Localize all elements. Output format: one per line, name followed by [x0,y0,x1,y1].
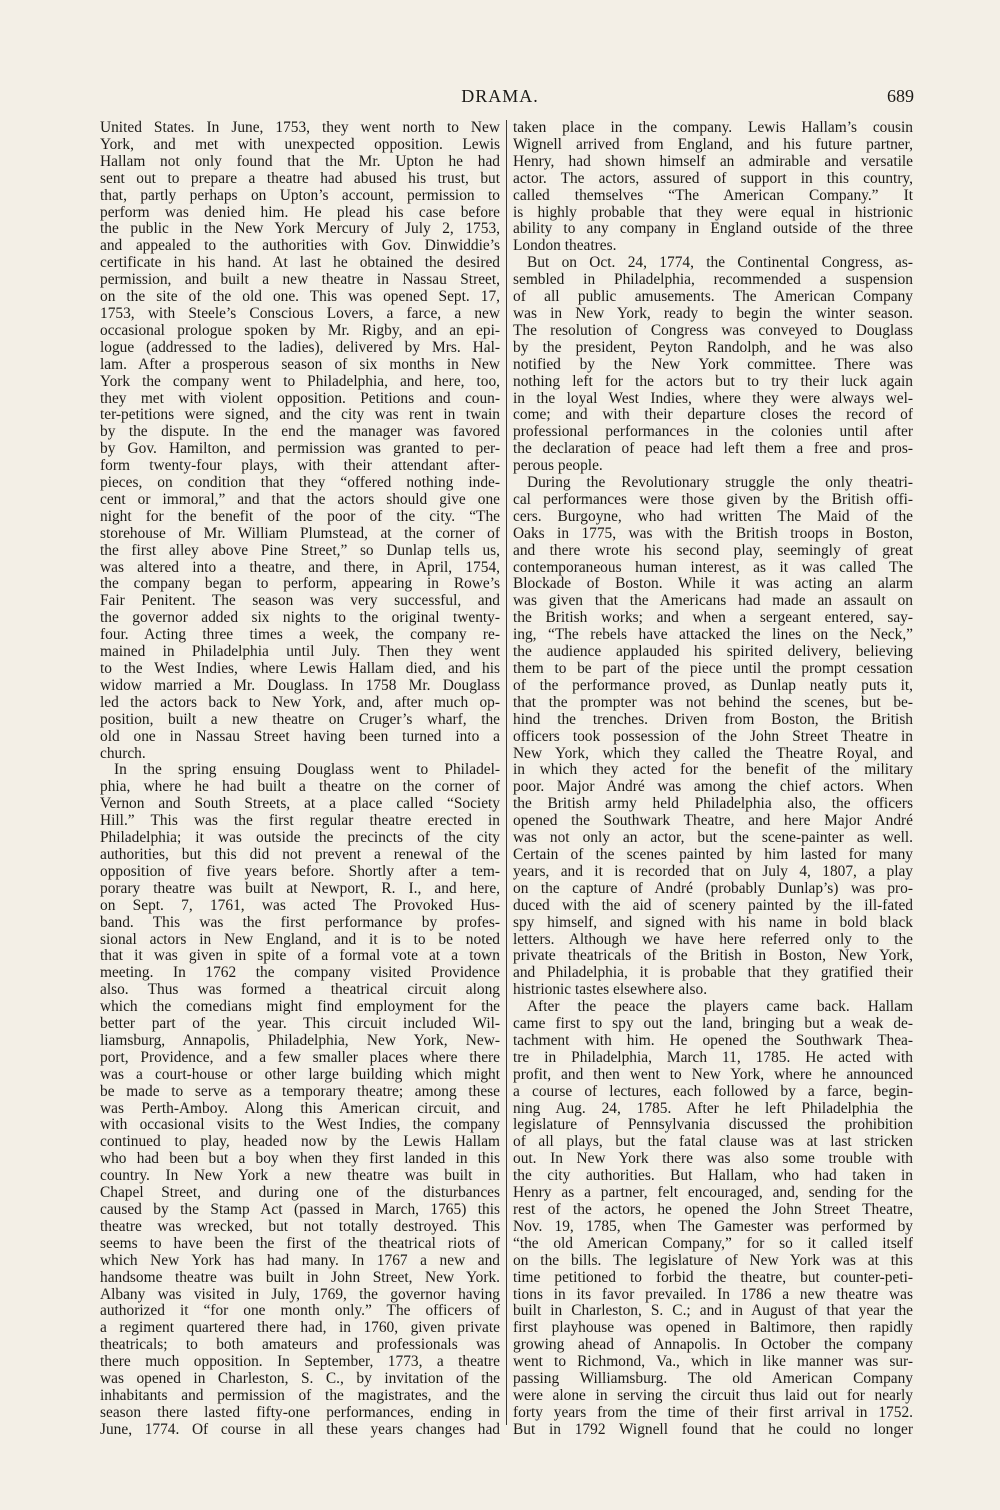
text-line: by Gov. Hamilton, and permission was granted to per- [100,441,500,458]
text-line: In the spring ensuing Douglass went to Philadel- [114,762,500,779]
left-column [100,120,500,1439]
text-line: London theatres. [513,238,617,255]
text-line: was opened in Charleston, S. C., by invitation of the [100,1371,500,1388]
text-line: the audience applauded his spirited delivery, believing [513,644,913,661]
text-line: come; and with their departure closes the record of [513,407,913,424]
text-line: the company began to perform, appearing in Rowe’s [100,576,500,593]
text-line: poor. Major André was among the chief actors. When [513,779,913,796]
text-line: Hill.” This was the first regular theatre erected in [100,813,500,830]
text-line: York, and met with unexpected opposition. Lewis [100,136,500,153]
text-line: widow married a Mr. Douglass. In 1758 Mr. Douglass [100,677,500,694]
text-line: Fair Penitent. The season was very successful, and [100,593,500,610]
text-line: growing ahead of Annapolis. In October the company [513,1337,913,1354]
text-line: inhabitants and permission of the magistrates, and the [100,1387,500,1404]
text-line: and appealed to the authorities with Gov. Dinwiddie’s [100,238,500,255]
text-line: During the Revolutionary struggle the only theatri- [527,475,913,492]
text-line: came first to spy out the land, bringing but a weak de- [513,1016,913,1033]
text-line: cal performances were those given by the British offi- [513,491,913,508]
text-line: opened the Southwark Theatre, and here Major André [513,813,913,830]
text-line: called themselves “The American Company.” It [513,187,913,204]
right-column [513,120,913,1439]
text-line: “the old American Company,” for so it called itself [513,1235,913,1252]
text-line: passing Williamsburg. The old American Company [513,1371,913,1388]
text-line: which New York has had many. In 1767 a new and [100,1252,500,1269]
text-line: of all plays, but the fatal clause was at last stricken [513,1134,913,1151]
text-line: pieces, on condition that they “offered nothing inde- [100,475,500,492]
text-line: storehouse of Mr. William Plumstead, at the corner of [100,525,500,542]
text-line: Chapel Street, and during one of the disturbances [100,1185,500,1202]
text-line: meeting. In 1762 the company visited Providence [100,965,500,982]
text-line: night for the benefit of the poor of the city. “The [100,508,500,525]
text-line: Nov. 19, 1785, when The Gamester was performed by [513,1218,913,1235]
text-line: permission, and built a new theatre in Nassau Street, [100,272,500,289]
text-line: that it was given in spite of a formal vote at a town [100,948,500,965]
text-line: time petitioned to forbid the theatre, but counter-peti- [513,1269,913,1286]
text-line: sional actors in New England, and it is to be noted [100,931,500,948]
text-line: porary theatre was built at Newport, R. I., and here, [100,880,500,897]
text-line: hind the trenches. Driven from Boston, the British [513,711,913,728]
text-line: 1753, with Steele’s Conscious Lovers, a farce, a new [100,305,500,322]
text-line: to the West Indies, where Lewis Hallam died, and his [100,661,500,677]
text-line: ing, “The rebels have attacked the lines on the Neck,” [513,627,913,644]
text-line: and Philadelphia, it is probable that they gratified their [513,965,913,982]
text-line: the declaration of peace had left them a free and pros- [513,441,913,458]
text-line: ning Aug. 24, 1785. After he left Philadelphia the [513,1100,913,1117]
text-line: was altered into a theatre, and there, in April, 1754, [100,559,500,576]
text-line: went to Richmond, Va., which in like manner was sur- [513,1354,913,1371]
text-line: Certain of the scenes painted by him lasted for many [513,846,913,863]
text-line: theatre was wrecked, but not totally destroyed. This [100,1218,500,1235]
text-line: logue (addressed to the ladies), delivered by Mrs. Hal- [100,339,500,356]
text-line: country. In New York a new theatre was built in [100,1168,500,1185]
text-line: the public in the New York Mercury of July 2, 1753, [100,221,500,238]
text-line: years, and it is recorded that on July 4, 1807, a play [513,863,913,880]
text-line: profit, and then went to New York, where he announced [513,1066,913,1083]
text-line: certificate in his hand. At last he obtained the desired [100,255,500,272]
text-line: in which they acted for the benefit of the military [513,762,913,779]
text-line: Henry as a partner, felt encouraged, and, sending for the [513,1185,913,1202]
text-line: mained in Philadelphia until July. Then they went [100,644,500,661]
text-line: caused by the Stamp Act (passed in March, 1765) this [100,1202,500,1218]
text-line: built in Charleston, S. C.; and in August of that year the [513,1303,913,1320]
text-line: there much opposition. In September, 1773, a theatre [100,1354,500,1371]
text-line: of all public amusements. The American Company [513,289,913,306]
text-line: occasional prologue spoken by Mr. Rigby, and an epi- [100,322,500,339]
text-line: of the performance proved, as Dunlap neatly puts it, [513,677,913,694]
text-line: After the peace the players came back. Hallam [527,999,913,1016]
text-line: tre in Philadelphia, March 11, 1785. He acted with [513,1049,913,1066]
text-line: on the site of the old one. This was opened Sept. 17, [100,289,500,306]
text-line: histrionic tastes elsewhere also. [513,982,708,999]
text-line: position, built a new theatre on Cruger’s wharf, the [100,711,500,728]
text-line: ability to any company in England outside of the three [513,221,913,238]
text-line: form twenty-four plays, with their attendant after- [100,458,500,475]
text-line: private theatricals of the British in Boston, New York, [513,948,913,965]
text-line: Vernon and South Streets, at a place called “Society [100,796,500,813]
page-number: 689 [887,86,914,106]
text-line: New York, which they called the Theatre Royal, and [513,745,913,762]
text-line: that the prompter was not behind the scenes, but be- [513,694,913,711]
text-line: that, partly perhaps on Upton’s account, permission to [100,187,500,204]
text-line: Henry, had shown himself an admirable and versatile [513,153,913,170]
text-line: on Sept. 7, 1761, was acted The Provoked Hus- [100,897,500,914]
text-line: letters. Although we have here referred only to the [513,931,913,948]
text-line: liamsburg, Annapolis, Philadelphia, New York, New- [100,1032,500,1049]
text-line: is highly probable that they were equal in histrionic [513,204,913,221]
text-line: the British army held Philadelphia also, the officers [513,796,913,813]
text-line: sent out to prepare a theatre had abused his trust, but [100,170,500,187]
text-line: were alone in serving the circuit thus laid out for nearly [513,1387,913,1404]
text-line: on the bills. The legislature of New York was at this [513,1252,913,1269]
text-line: was a court-house or other large building which might [100,1066,500,1083]
text-line: by the dispute. In the end the manager was favored [100,424,500,441]
text-line: Albany was visited in July, 1769, the governor having [100,1286,500,1303]
text-line: by the president, Peyton Randolph, and he was also [513,339,913,356]
text-line: and there wrote his second play, seemingly of great [513,542,913,559]
text-line: authorized it “for one month only.” The officers of [100,1303,500,1320]
text-line: But in 1792 Wignell found that he could no longer [513,1421,913,1438]
text-line: notified by the New York committee. There was [513,356,913,373]
text-line: who had been but a boy when they first landed in this [100,1151,500,1168]
text-line: out. In New York there was also some trouble with [513,1151,913,1168]
text-line: authorities, but this did not prevent a renewal of the [100,846,500,863]
text-line: Wignell arrived from England, and his future partner, [513,136,913,153]
text-line: the governor added six nights to the original twenty- [100,610,500,627]
text-line: taken place in the company. Lewis Hallam’s cousin [513,120,913,136]
text-line: legislature of Pennsylvania discussed the prohibition [513,1117,913,1134]
text-line: church. [100,745,146,762]
text-line: continued to play, headed now by the Lewis Hallam [100,1134,500,1151]
text-line: perform was denied him. He plead his case before [100,204,500,221]
text-line: in the loyal West Indies, where they were always wel- [513,390,913,407]
text-line: cent or immoral,” and that the actors should give one [100,491,500,508]
text-line: tachment with him. He opened the Southwark Thea- [513,1032,913,1049]
text-line: a course of lectures, each followed by a farce, begin- [513,1083,913,1100]
text-line: was in New York, ready to begin the winter season. [513,305,913,322]
text-line: old one in Nassau Street having been turned into a [100,728,500,745]
text-line: the British works; and when a sergeant entered, say- [513,610,913,627]
text-line: better part of the year. This circuit included Wil- [100,1016,500,1033]
text-line: lam. After a prosperous season of six months in New [100,356,500,373]
text-line: the city authorities. But Hallam, who had taken in [513,1168,913,1185]
text-line: led the actors back to New York, and, after much op- [100,694,500,711]
text-line: handsome theatre was built in John Street, New York. [100,1269,500,1286]
text-line: cers. Burgoyne, who had written The Maid of the [513,508,913,525]
text-line: sembled in Philadelphia, recommended a suspension [513,272,913,289]
text-line: Oaks in 1775, was with the British troops in Boston, [513,525,913,542]
text-line: also. Thus was formed a theatrical circuit along [100,982,500,999]
text-line: tions in its favor prevailed. In 1786 a new theatre was [513,1286,913,1303]
text-line: rest of the actors, he opened the John Street Theatre, [513,1202,913,1218]
text-line: was Perth-Amboy. Along this American circuit, and [100,1100,500,1117]
text-line: which the comedians might find employment for the [100,999,500,1016]
text-line: ter-petitions were signed, and the city was rent in twain [100,407,500,424]
text-line: Philadelphia; it was outside the precincts of the city [100,830,500,847]
text-line: forty years from the time of their first arrival in 1752. [513,1404,913,1421]
running-title: DRAMA. [461,86,539,106]
text-line: perous people. [513,458,603,475]
text-line: was given that the Americans had made an assault on [513,593,913,610]
text-line: The resolution of Congress was conveyed to Douglass [513,322,913,339]
text-line: duced with the aid of scenery painted by the ill-fated [513,897,913,914]
text-line: York the company went to Philadelphia, and here, too, [100,373,500,390]
text-line: professional performances in the colonies until after [513,424,913,441]
text-line: four. Acting three times a week, the company re- [100,627,500,644]
text-line: port, Providence, and a few smaller places where there [100,1049,500,1066]
text-line: nothing left for the actors but to try their luck again [513,373,913,390]
text-line: them to be part of the piece until the prompt cessation [513,661,913,677]
column-divider [506,120,507,1425]
text-line: with occasional visits to the West Indies, the company [100,1117,500,1134]
text-line: first playhouse was opened in Baltimore, then rapidly [513,1320,913,1337]
text-line: actor. The actors, assured of support in this country, [513,170,913,187]
text-line: United States. In June, 1753, they went north to New [100,120,500,136]
text-line: be made to serve as a temporary theatre; among these [100,1083,500,1100]
text-line: seems to have been the first of the theatrical riots of [100,1235,500,1252]
text-line: was not only an actor, but the scene-painter as well. [513,830,913,847]
text-line: a regiment quartered there had, in 1760, given private [100,1320,500,1337]
text-line: contemporaneous human interest, as it was called The [513,559,913,576]
text-line: spy himself, and signed with his name in bold black [513,914,913,931]
text-line: June, 1774. Of course in all these years changes had [100,1421,500,1438]
text-line: season there lasted fifty-one performances, ending in [100,1404,500,1421]
text-line: But on Oct. 24, 1774, the Continental Congress, as- [527,255,913,272]
text-line: opposition of five years before. Shortly after a tem- [100,863,500,880]
text-line: on the capture of André (probably Dunlap’s) was pro- [513,880,913,897]
text-line: they met with violent opposition. Petitions and coun- [100,390,500,407]
text-line: Hallam not only found that the Mr. Upton he had [100,153,500,170]
text-line: phia, where he had built a theatre on the corner of [100,779,500,796]
text-line: Blockade of Boston. While it was acting an alarm [513,576,913,593]
text-line: theatricals; to both amateurs and professionals was [100,1337,500,1354]
text-line: officers took possession of the John Street Theatre in [513,728,913,745]
text-line: the first alley above Pine Street,” so Dunlap tells us, [100,542,500,559]
text-line: band. This was the first performance by profes- [100,914,500,931]
